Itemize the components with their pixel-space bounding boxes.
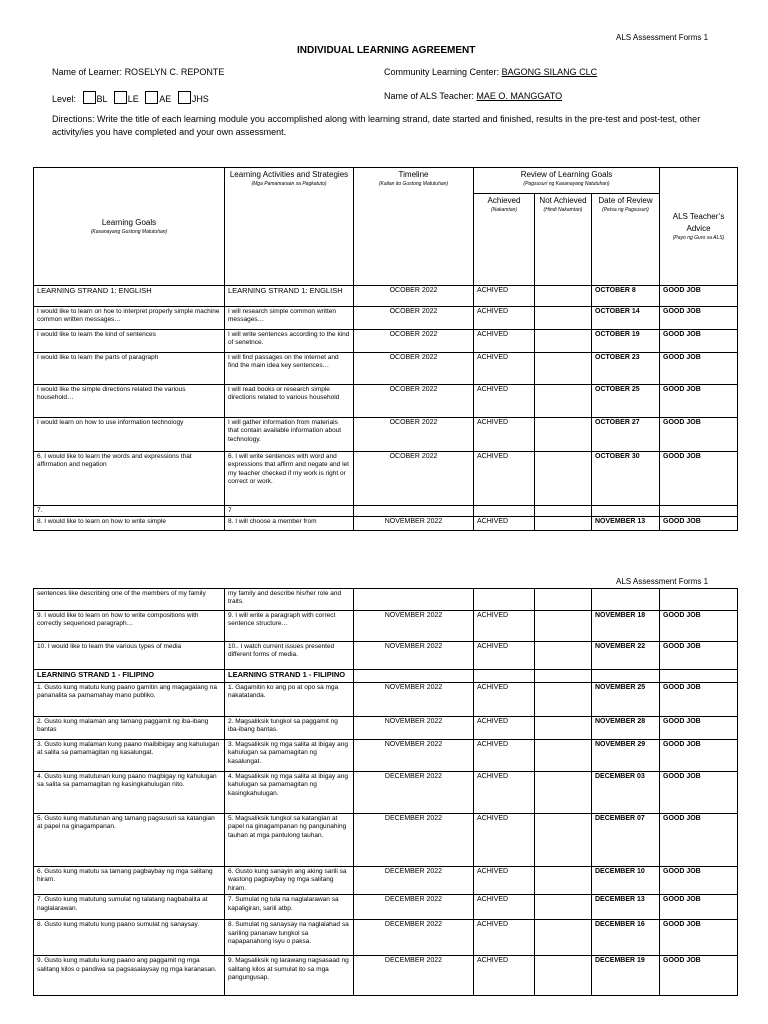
achieved-cell: ACHIVED <box>474 772 535 814</box>
table2-row <box>34 814 738 867</box>
timeline-cell: OCOBER 2022 <box>354 385 474 418</box>
timeline-cell <box>354 506 474 517</box>
advice-cell: GOOD JOB <box>660 717 738 740</box>
learning-goal-cell: LEARNING STRAND 1 - FILIPINO <box>34 670 225 683</box>
table1-row <box>34 286 738 307</box>
learning-goal-cell: 7. <box>34 506 225 517</box>
teacher-label: Name of ALS Teacher: <box>384 91 474 101</box>
timeline-cell <box>354 589 474 611</box>
learning-goal-cell: 8. I would like to learn on how to write simple <box>34 517 225 531</box>
table1-row <box>34 385 738 418</box>
review-date-cell: OCTOBER 23 <box>592 353 660 385</box>
not-achieved-cell <box>535 286 592 307</box>
achieved-cell <box>474 589 535 611</box>
header-review: Review of Learning Goals (Pagsusuri ng Kasanayang Natutuhan) <box>474 168 660 194</box>
forms-label: ALS Assessment Forms 1 <box>616 33 709 42</box>
review-date-cell: NOVEMBER 28 <box>592 717 660 740</box>
timeline-cell: OCOBER 2022 <box>354 307 474 330</box>
learner-value: ROSELYN C. REPONTE <box>124 67 225 77</box>
review-date-cell: NOVEMBER 18 <box>592 611 660 642</box>
review-date-cell: DECEMBER 03 <box>592 772 660 814</box>
level-label: Level: <box>52 94 77 104</box>
learning-goal-cell: sentences like describing one of the members of my family <box>34 589 225 611</box>
learning-goal-cell: 9. I would like to learn on how to write compositions with correctly sequenced paragraph… <box>34 611 225 642</box>
advice-cell: GOOD JOB <box>660 814 738 867</box>
table2-row <box>34 895 738 920</box>
table2-row <box>34 589 738 611</box>
learning-goal-cell: 5. Gusto kung matutunan ang tamang pagsusuri sa katangian at papel na ginagampanan. <box>34 814 225 867</box>
learning-activity-cell: 7 <box>225 506 354 517</box>
learning-activity-cell: I will gather information from materials that contain available information about technology. <box>225 418 354 452</box>
directions: Directions: Write the title of each learning module you accomplished along with learning strand, date started and finished, results in the pre-test and post-test, other activity/ies you have completed and your own assessment. <box>52 114 701 137</box>
not-achieved-cell <box>535 740 592 772</box>
not-achieved-cell <box>535 589 592 611</box>
clc-value: BAGONG SILANG CLC <box>501 67 598 77</box>
header-date-of-review: Date of Review (Petsa ng Pagsusuri) <box>592 194 660 286</box>
not-achieved-cell <box>535 307 592 330</box>
advice-cell: GOOD JOB <box>660 385 738 418</box>
advice-cell: GOOD JOB <box>660 418 738 452</box>
level-option-bl: BL <box>96 94 108 104</box>
teacher-value: MAE O. MANGGATO <box>476 91 563 101</box>
timeline-cell: OCOBER 2022 <box>354 330 474 353</box>
advice-cell: GOOD JOB <box>660 920 738 956</box>
advice-cell: GOOD JOB <box>660 740 738 772</box>
achieved-cell: ACHIVED <box>474 683 535 717</box>
learning-goal-cell: 6. Gusto kung matutu sa tamang pagbaybay ng mga salitang hiram. <box>34 867 225 895</box>
not-achieved-cell <box>535 867 592 895</box>
learning-activity-cell: 10.. I watch current issues presented different forms of media. <box>225 642 354 670</box>
clc-label: Community Learning Center: <box>384 67 500 77</box>
level-checkbox-ae[interactable] <box>145 91 158 104</box>
table2-row <box>34 956 738 996</box>
table2-row <box>34 642 738 670</box>
timeline-cell: DECEMBER 2022 <box>354 895 474 920</box>
timeline-cell: DECEMBER 2022 <box>354 867 474 895</box>
learning-activity-cell: 6. I will write sentences with word and expressions that affirm and negate and let my teacher checked if my work is right or correct or work. <box>225 452 354 506</box>
achieved-cell: ACHIVED <box>474 452 535 506</box>
header-teacher-advice: ALS Teacher’s Advice (Payo ng Guro sa ALS) <box>660 168 738 286</box>
achieved-cell: ACHIVED <box>474 307 535 330</box>
learning-activity-cell: 2. Magsaliksik tungkol sa paggamit ng iba-ibang bantas. <box>225 717 354 740</box>
not-achieved-cell <box>535 814 592 867</box>
learning-goal-cell: 4. Gusto kung matutunan kung paano magbigay ng kahulugan sa salita sa pamamagitan ng kasingkahulugan nito. <box>34 772 225 814</box>
achieved-cell: ACHIVED <box>474 956 535 996</box>
learning-goal-cell: 2. Gusto kung malaman ang tamang paggamit ng iba-ibang bantas <box>34 717 225 740</box>
advice-cell <box>660 506 738 517</box>
timeline-cell <box>354 670 474 683</box>
advice-cell: GOOD JOB <box>660 867 738 895</box>
learning-activity-cell: 8. I will choose a member from <box>225 517 354 531</box>
timeline-cell: OCOBER 2022 <box>354 286 474 307</box>
learning-activity-cell: LEARNING STRAND 1: ENGLISH <box>225 286 354 307</box>
table1-row <box>34 517 738 531</box>
level-checkbox-jhs[interactable] <box>178 91 191 104</box>
table2-row <box>34 683 738 717</box>
advice-cell: GOOD JOB <box>660 452 738 506</box>
learning-goal-cell: 1. Gusto kung matutu kung paano gamitin ang magagalang na pananalita sa pamamahay mano publiko. <box>34 683 225 717</box>
learning-activity-cell: 8. Sumulat ng sanaysay na naglalahad sa sariling pananaw tungkol sa napapanahong isyu o paksa. <box>225 920 354 956</box>
achieved-cell: ACHIVED <box>474 642 535 670</box>
learning-activity-cell: 1. Gagamitin ko ang po at opo sa mga nakatatanda. <box>225 683 354 717</box>
learning-activity-cell: 4. Magsaliksik ng mga salita at ibigay ang kahulugan sa pamamagitan ng kasingkahulugan. <box>225 772 354 814</box>
achieved-cell: ACHIVED <box>474 418 535 452</box>
review-date-cell: DECEMBER 07 <box>592 814 660 867</box>
timeline-cell: OCOBER 2022 <box>354 353 474 385</box>
not-achieved-cell <box>535 385 592 418</box>
table2-row <box>34 670 738 683</box>
table2-row <box>34 740 738 772</box>
learning-activity-cell: 9. I will write a paragraph with correct sentence structure… <box>225 611 354 642</box>
table2-row <box>34 920 738 956</box>
learning-goal-cell: 6. I would like to learn the words and expressions that affirmation and negation <box>34 452 225 506</box>
not-achieved-cell <box>535 895 592 920</box>
table2-row <box>34 867 738 895</box>
timeline-cell: DECEMBER 2022 <box>354 772 474 814</box>
timeline-cell: NOVEMBER 2022 <box>354 517 474 531</box>
advice-cell: GOOD JOB <box>660 286 738 307</box>
not-achieved-cell <box>535 506 592 517</box>
learning-goal-cell: I would like to learn the kind of sentences <box>34 330 225 353</box>
learning-activity-cell: my family and describe his/her role and traits. <box>225 589 354 611</box>
agreement-table-1 <box>33 167 738 531</box>
table1-row <box>34 418 738 452</box>
learning-goal-cell: I would learn on how to use information technology <box>34 418 225 452</box>
not-achieved-cell <box>535 642 592 670</box>
not-achieved-cell <box>535 920 592 956</box>
teacher-field <box>384 91 562 101</box>
learning-activity-cell: 6. Gusto kung sanayin ang aking sarili sa wastong pagbaybay ng mga salitang hiram. <box>225 867 354 895</box>
advice-cell <box>660 589 738 611</box>
table1-row <box>34 307 738 330</box>
review-date-cell: NOVEMBER 25 <box>592 683 660 717</box>
review-date-cell: OCTOBER 14 <box>592 307 660 330</box>
achieved-cell <box>474 670 535 683</box>
page-2 <box>0 566 768 1024</box>
learning-goal-cell: I would like the simple directions related the various household… <box>34 385 225 418</box>
timeline-cell: NOVEMBER 2022 <box>354 717 474 740</box>
forms-label-2: ALS Assessment Forms 1 <box>616 577 709 586</box>
not-achieved-cell <box>535 517 592 531</box>
not-achieved-cell <box>535 418 592 452</box>
review-date-cell: OCTOBER 19 <box>592 330 660 353</box>
review-date-cell: DECEMBER 19 <box>592 956 660 996</box>
achieved-cell: ACHIVED <box>474 895 535 920</box>
review-date-cell: NOVEMBER 13 <box>592 517 660 531</box>
header-learning-activities: Learning Activities and Strategies (Mga Pamamaraan sa Pagkatuto) <box>225 168 354 286</box>
table1-row <box>34 506 738 517</box>
not-achieved-cell <box>535 956 592 996</box>
learning-activity-cell: I will read books or research simple directions related to various household <box>225 385 354 418</box>
review-date-cell: NOVEMBER 29 <box>592 740 660 772</box>
review-date-cell: DECEMBER 13 <box>592 895 660 920</box>
table2-row <box>34 717 738 740</box>
achieved-cell: ACHIVED <box>474 330 535 353</box>
achieved-cell: ACHIVED <box>474 385 535 418</box>
learning-goal-cell: I would like to learn on hoe to interpret properly simple machine common written messages… <box>34 307 225 330</box>
learning-activity-cell: 7. Sumulat ng tula na naglalarawan sa kapaligiran, sarili atbp. <box>225 895 354 920</box>
review-date-cell: OCTOBER 30 <box>592 452 660 506</box>
not-achieved-cell <box>535 670 592 683</box>
advice-cell: GOOD JOB <box>660 772 738 814</box>
advice-cell: GOOD JOB <box>660 611 738 642</box>
not-achieved-cell <box>535 717 592 740</box>
learning-activity-cell: I will research simple common written messages… <box>225 307 354 330</box>
achieved-cell: ACHIVED <box>474 286 535 307</box>
achieved-cell: ACHIVED <box>474 740 535 772</box>
advice-cell: GOOD JOB <box>660 330 738 353</box>
not-achieved-cell <box>535 330 592 353</box>
not-achieved-cell <box>535 452 592 506</box>
header-timeline: Timeline (Kailan ito Gustong Matutuhan) <box>354 168 474 286</box>
review-date-cell: DECEMBER 16 <box>592 920 660 956</box>
timeline-cell: DECEMBER 2022 <box>354 956 474 996</box>
advice-cell: GOOD JOB <box>660 895 738 920</box>
achieved-cell: ACHIVED <box>474 717 535 740</box>
header-achieved: Achieved (Nakamtan) <box>474 194 535 286</box>
achieved-cell: ACHIVED <box>474 814 535 867</box>
learning-activity-cell: 3. Magsaliksik ng mga salita at ibigay ang kahulugan sa pamamagitan ng kasalungat. <box>225 740 354 772</box>
level-checkbox-bl[interactable] <box>83 91 96 104</box>
level-option-le: LE <box>127 94 139 104</box>
learning-goal-cell: 9. Gusto kung matutu kung paano ang paggamit ng mga salitang kilos o pandiwa sa pagsasalaysay ng mga karanasan. <box>34 956 225 996</box>
agreement-table-2 <box>33 588 738 996</box>
learning-goal-cell: 7. Gusto kung matutung sumulat ng talatang nagbabalita at naglalarawan. <box>34 895 225 920</box>
timeline-cell: OCOBER 2022 <box>354 452 474 506</box>
review-date-cell: DECEMBER 10 <box>592 867 660 895</box>
advice-cell <box>660 670 738 683</box>
achieved-cell: ACHIVED <box>474 611 535 642</box>
learning-activity-cell: LEARNING STRAND 1 - FILIPINO <box>225 670 354 683</box>
review-date-cell <box>592 506 660 517</box>
learning-activity-cell: I will find passages on the internet and find the main idea key sentences… <box>225 353 354 385</box>
advice-cell: GOOD JOB <box>660 307 738 330</box>
timeline-cell: OCOBER 2022 <box>354 418 474 452</box>
learning-goal-cell: 8. Gusto kung matutu kung paano sumulat ng sanaysay. <box>34 920 225 956</box>
level-checkbox-le[interactable] <box>114 91 127 104</box>
learning-goal-cell: 10. I would like to learn the various types of media <box>34 642 225 670</box>
advice-cell: GOOD JOB <box>660 642 738 670</box>
achieved-cell: ACHIVED <box>474 920 535 956</box>
page-separator <box>0 548 768 566</box>
timeline-cell: DECEMBER 2022 <box>354 814 474 867</box>
not-achieved-cell <box>535 772 592 814</box>
review-date-cell: OCTOBER 8 <box>592 286 660 307</box>
clc-field <box>384 67 597 77</box>
advice-cell: GOOD JOB <box>660 517 738 531</box>
review-date-cell <box>592 670 660 683</box>
header-learning-goals: Learning Goals (Kasanayang Gustong Matutuhan) <box>34 168 225 286</box>
achieved-cell: ACHIVED <box>474 353 535 385</box>
review-date-cell: OCTOBER 27 <box>592 418 660 452</box>
timeline-cell: NOVEMBER 2022 <box>354 642 474 670</box>
review-date-cell: OCTOBER 25 <box>592 385 660 418</box>
timeline-cell: NOVEMBER 2022 <box>354 740 474 772</box>
page-title: INDIVIDUAL LEARNING AGREEMENT <box>297 45 476 56</box>
level-option-jhs: JHS <box>191 94 209 104</box>
learning-goal-cell: 3. Gusto kung malaman kung paano maibibigay ang kahulugan at salita sa pamamagitan ng kasalungat. <box>34 740 225 772</box>
header-not-achieved: Not Achieved (Hindi Nakamtan) <box>535 194 592 286</box>
timeline-cell: DECEMBER 2022 <box>354 920 474 956</box>
not-achieved-cell <box>535 683 592 717</box>
table2-row <box>34 611 738 642</box>
advice-cell: GOOD JOB <box>660 683 738 717</box>
advice-cell: GOOD JOB <box>660 956 738 996</box>
timeline-cell: NOVEMBER 2022 <box>354 611 474 642</box>
table2-row <box>34 772 738 814</box>
learning-activity-cell: I will write sentences according to the kind of senetnce. <box>225 330 354 353</box>
achieved-cell <box>474 506 535 517</box>
level-field <box>52 91 209 104</box>
achieved-cell: ACHIVED <box>474 867 535 895</box>
learning-goal-cell: LEARNING STRAND 1: ENGLISH <box>34 286 225 307</box>
table1-row <box>34 353 738 385</box>
achieved-cell: ACHIVED <box>474 517 535 531</box>
learner-field <box>52 67 224 77</box>
not-achieved-cell <box>535 353 592 385</box>
not-achieved-cell <box>535 611 592 642</box>
advice-cell: GOOD JOB <box>660 353 738 385</box>
table1-row <box>34 452 738 506</box>
learner-label: Name of Learner: <box>52 67 123 77</box>
table1-row <box>34 330 738 353</box>
level-option-ae: AE <box>159 94 172 104</box>
timeline-cell: NOVEMBER 2022 <box>354 683 474 717</box>
review-date-cell <box>592 589 660 611</box>
learning-activity-cell: 5. Magsaliksik tungkol sa katangian at papel na ginagampanan ng pangunahing tauhan at mga pantulong tauhan. <box>225 814 354 867</box>
review-date-cell: NOVEMBER 22 <box>592 642 660 670</box>
learning-goal-cell: I would like to learn the parts of paragraph <box>34 353 225 385</box>
learning-activity-cell: 9. Magsaliksik ng larawang nagsasaad ng salitang kilos at sumulat ito sa mga pangungusap. <box>225 956 354 996</box>
